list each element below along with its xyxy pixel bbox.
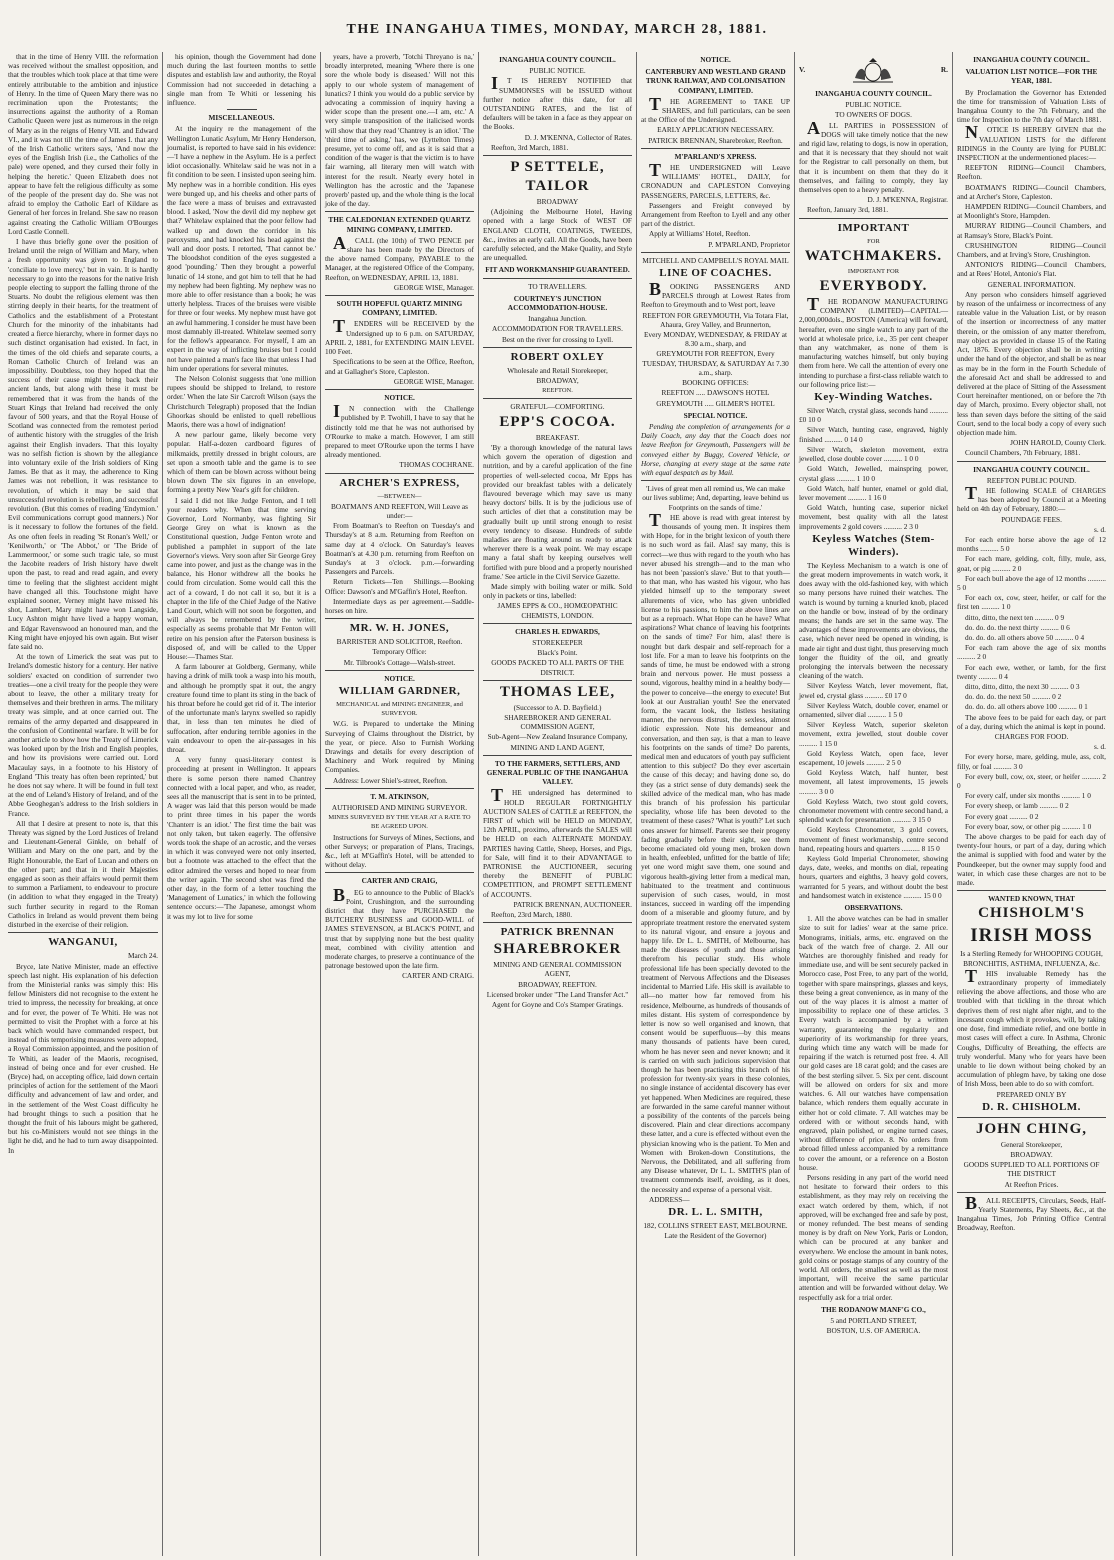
ad-name: CHISHOLM'S (978, 905, 1085, 922)
ad-body: Instructions for Surveys of Mines, Sections, and other Surveys; or preparation of Plans, Tracings, &c., left at M'Gaffin's Hotel, will be attended to without delay. (325, 832, 474, 870)
ad-subheading: IMPORTANT FOR (847, 267, 900, 275)
divider (483, 398, 632, 399)
ad-name: WILLIAM GARDNER, (338, 684, 461, 697)
ad-body: The above charges to be paid for each day of twenty-four hours, or part of a day, during which the animal is supplied with food and water by the Poundkeeper, but the owner may supply food and water, in which case these charges are not to be made. (957, 832, 1106, 888)
ad-signature: THOMAS COCHRANE. (399, 460, 474, 470)
ad-heading: INANGAHUA COUNTY COUNCIL. (973, 55, 1090, 64)
ad-signature: D. J. M'KENNA, Collector of Rates. (524, 132, 632, 142)
ad-body: THE undersigned has determined to HOLD REGULAR FORTNIGHTLY AUCTION SALES of CATTLE at REEFTON, the FIRST of which will be HELD on MONDAY, 12th APRIL, proximo, afterwards the SALES will be HELD on each ALTERNATE MONDAY. PARTIES having Cattle, Sheep, Horses, and Pigs, for Sale, will find it to their ADVANTAGE to PATRONISE the AUCTIONEER, securing thereby the BENEFIT of PUBLIC COMPETITION, and PROMPT SETTLEMENT of ACCOUNTS. (483, 785, 632, 899)
divider (325, 670, 474, 671)
ad-body: ACALL (the 10th) of TWO PENCE per share has been made by the Directors of the above named Company, PAYABLE to the Manager, at the registered Office of the Company, Reefton, on WEDNESDAY, APRIL 13, 1881. (325, 232, 474, 282)
ad-heading: M'PARLAND'S XPRESS. (674, 151, 757, 161)
divider (483, 922, 632, 923)
price-item: Gold Keyless Watch, half hunter, best movement, all latest improvements, 15 jewels .......... 3 0 0 (799, 768, 948, 796)
ad-body: REEFTON ..... DAWSON'S HOTEL (661, 388, 770, 398)
ad-subheading: STOREKEEPER (532, 637, 583, 647)
ad-body: Address: Lower Shiel's-street, Reefton. (333, 775, 448, 785)
ad-heading: WANTED KNOWN, THAT (988, 894, 1075, 904)
ad-heading: CANTERBURY AND WESTLAND GRAND TRUNK RAILWAY, AND COLONISATION COMPANY, LIMITED. (645, 67, 786, 95)
ad-name: ROBERT OXLEY (510, 350, 605, 363)
ad-body: Is a Sterling Remedy for WHOOPING COUGH, BRONCHITIS, ASTHMA, INFLUENZA, &c. (960, 949, 1103, 968)
riding-item: HAMPDEN RIDING—Council Chambers, and at Moonlight's Store, Hampden. (957, 202, 1106, 221)
riding-item: MURRAY RIDING—Council Chambers, and at Ramsay's Store, Black's Point. (957, 221, 1106, 240)
ad-street: BROADWAY (536, 197, 579, 207)
ad-name: THOMAS LEE, (499, 683, 616, 700)
column-3 (320, 52, 478, 1556)
article-paragraph: All that I desire at present to note is, that this Threaty was signed by the Lord Justices of Ireland and Lieutenant-General Ginkle, on behalf of William and Mary on the one part, and by the Right Honourable, the Earl of Lucan and others on the other part; and that in it their Majesties engaged as soon as their affairs would permit them to summon a Parliament, to endeavour to procure (in addition to what they engaged in the Treaty) such further security in regard to the Roman Catholics in Ireland as would prevent them being disturbed in the exercise of their religion. (8, 818, 158, 930)
fee-item: ditto, ditto, ditto, the next 30 .......... 0 3 (965, 682, 1080, 691)
ad-heading: SPECIAL NOTICE. (683, 410, 748, 420)
ad-body: ALL PARTIES in POSSESSION of DOGS will take timely notice that the new and rigid law, relating to dogs, is now in operation, and that it is necessary that they should not wait for the Registrar to call personally on them, but that it is incumbent on them that they do it themselves, and failing to comply, they lay themselves open to a heavy penalty. (799, 117, 948, 195)
ad-signature: D. R. CHISHOLM. (982, 1100, 1081, 1113)
divider (483, 155, 632, 156)
fee-item: do. do. do. all others above 50 .......... 0 4 (965, 632, 1085, 642)
article-paragraph: At the inquiry re the management of the Wellington Lunatic Asylum, Mr Henry Henderson, journalist, is reported to have said in his evidence:—'I have a nephew in the Asylum. He is a perfect idiot occasionally. Whitelaw said he was not in a fit condition to be seen. I insisted upon seeing him. My nephew was in a horrible condition. His eyes were bunged up, and his cheeks and other parts of the face were a mass of bruises and extravasted blood. I asked, 'Now the devil did my nephew get that?' Whitelaw explained that the poor fellow had walked up and down the corridor in his paroxysms, and had knocked his head against the wall and door posts. I retorted, 'That cannot be.' The bloodshot condition of the eyes suggested a good 'pounding.' Then they brought a powerful lunatic of 14 stone, and got him to tell that he had my nephew had been fighting. My nephew was no more able to offer resistance than a book; he was utterly helpless. Traces of the bruises were visible for three or four weeks. My nephew must have got an awful hammering. I consider he must have been most damnably ill-treated. Whitelaw seemed sorry for the fellow's appearance. For myself, I am an expert in the way of inflicting bruises but I could not have painted a man's face like that unless I had him under operations for several minutes. (167, 124, 316, 373)
ad-signature: PATRICK BRENNAN, Sharebroker, Reefton. (648, 135, 783, 145)
ad-body: Made simply with boiling water or milk. Sold only in packets or tins, labelled: (483, 581, 632, 601)
ad-name: CHARLES H. EDWARDS, (515, 626, 600, 636)
ad-address: 5 and PORTLAND STREET, (830, 1315, 917, 1325)
ad-body: Pending the completion of arrangements for a Daily Coach, any day that the Coach does not leave Reefton for Greymouth, Passengers will be conveyed either by Buggy, Covered Vehicle, or Horse, changing at every stage at the same rate with equal despatch as by Mail. (641, 421, 790, 477)
article-paragraph: A farm labourer at Goldberg, Germany, while having a drink of milk took a wasp into his mouth, and although he promptly spat it out, the angry creature found time to plant its sting in the back of his throat before he could get rid of it. The interior of the unfortunate man's larynx swelled so rapidly that, in less than ten minutes he died of suffocation, after enduring terrible agonies in the vain endeavour to open the air-passages in his throat. (167, 662, 316, 755)
ad-subheading: (Successor to A. D. Bayfield.) (513, 702, 602, 712)
article-paragraph: that in the time of Henry VIII. the reformation was received without the smallest opposition, and that the troubles which took place at that time were entirely attributable to the ambition and injustice of Henry. In the time of Queen Mary there was no recrimination upon the Protestants; the insurrections against the authority of a Roman Catholic Queen were just as numerous in the reign of Mary as in the reigns of Henry VII. and Edward VI., and it was not till the time of James I. that any of the Irish Catholic writers says, 'And now the eyes of the English Irish (i.e., the Catholics of the pale) were opened, and they cursed their folly in helping the heretic.' Queen Elizabeth does not appear to have felt the religious difficulty as some of the people of the present day do. She was not afraid to employ the Catholic Earl of Kildare as General of her forces in Ireland. She saw no reason against creating the Catholic William O'Bourges Lord Castle Connell. (8, 52, 158, 236)
ad-date: Reefton, January 3rd, 1881. (807, 205, 889, 215)
price-item: Gold Keyless Chronometer, 3 gold covers, movement of finest workmanship, centre second hand, repeating hours and quarters .......... 8 15 0 (799, 825, 948, 853)
column-2 (162, 52, 320, 1556)
ad-body: W.G. is Prepared to undertake the Mining Surveying of Claims throughout the District, by the year, or piece. Also to Furnish Working Drawings and details for every description of Machinery and Work required by Mining Companies. (325, 719, 474, 775)
ad-signature: PATRICK BRENNAN, AUCTIONEER. (513, 899, 632, 909)
article-paragraph: I said I did not like Judge Fenton, and I tell your readers why. When that time serving Governor, Lord Normanby, was fighting Sir George Grey on what is known as the Constitutional question, Judge Fenton wrote and published a pamphlet in support of the late Governor's views. Very soon after Sir George Grey came into power, and just as the change was in the balance, his Honor withdrew all the books he could from circulation. Some would call this the act of a coward, I do not call it so, but it is a chapter in the life of the Chief Judge of the Native Land Court, which will not soon be forgotten, and will always be remembered by the writer, especially as seems probable that Mr Fenton will retire on his pension after the Paterson business is disposed of, and will be called to the Upper House:—Thames Star. (167, 495, 316, 661)
ad-body: 1. All the above watches can be had in smaller size to suit for ladies' wear at the same price. Monograms, initials, arms, etc. engraved on the back of the watch free of charge. 2. All our Watches are thoroughly finished and ready for immediate use, and will be sent securely packed in Morocco case, Post Free, to any part of the world, together with spare mainsprings, glasses and keys, these being a great convenience, as in many of the out of the way places it is almost a matter of impossibility to replace one of these articles. 3 Every watch is accompanied by a written warranty, guaranteeing the regularity and superiority of its workmanship for three years, during which time any watch will be made for repairing if the watch is returned post free. 4. All our gold cases are 18 carat gold; and the cases are of the best sterling silver. 5. Six per cent. discount will be allowed on orders for six and more watches. 6. All our watches have compensation balance, which renders them equally accurate in either hot or cold climate. 7. All watches may be ordered with or without seconds hand, with engraved, plain polished, or engine turned cases, without difference of price. 8. No orders from abroad filled unless accompanied by a remittance to cover the amount, or a reference on a Boston house. (799, 914, 948, 1172)
divider (957, 1192, 1106, 1193)
ad-subheading: POUNDAGE FEES. (1001, 514, 1062, 524)
ad-name: IRISH MOSS (970, 925, 1093, 947)
divider (957, 1117, 1106, 1118)
fee-item: For each entire horse above the age of 12 months .......... 5 0 (957, 534, 1106, 554)
ad-subheading: PUBLIC NOTICE. (845, 100, 902, 110)
article-paragraph: At the town of Limerick the seat was put to Ireland's domestic history for a century. Her native soldiers' exacted on condition of surrender two treaties—one a civil treaty for the people they were about to leave, the other a military treaty for themselves and their brethren in arms. The military treaty was simple, and at once carried out. The remains of the army departed and disappeared in the confusion of Continental warfare. It will be for another article to show how the Treaty of Limerick was looked upon by the Irish and English peoples, and how its provisions were carried out. Lord Macaulay says, in a footnote to his History of England 'This treaty has often been reprinted,' but he does not say where. It will be found in full text at the end of Leland's History of Ireland, and of the Abbe Geoghegan's address to the Irish soldiers in France. (8, 652, 158, 818)
ad-body: THE RODANOW MANUFACTURING COMPANY (LIMITED)—CAPITAL—2,000,000dols., BOSTON (America) will forward, hereafter, even one single watch to any part of the world at wholesale price, i.e., 35 per cent cheaper than any watchmaker, as none of them is manufacturing watches himself, but only buying them from here. We call the attention of every one intending to purchase a first-class reliable watch to our following price list:— (799, 294, 948, 389)
ad-subheading: REEFTON PUBLIC POUND. (986, 475, 1077, 485)
ad-body: Any person who considers himself aggrieved by reason of the unfairness or incorrectness of any rateable value in the Valuation List, or by reason of the insertion or incorrectness of any matter therein, or the omission of any matter therefrom, may object as provided in clause 15 of the Rating Act, 1876. Every objection shall be in writing under the hand of the objector, and shall be as near as may be in the form in the Fourth Schedule of the aforesaid Act and shall be addressed to and delivered at the place of Sitting of the Assessment Court hereinafter mentioned, on or before the 7th day of March, proximo. Every objector shall, not less than seven days before the sitting of the said Court, send to the local body a copy of every such objection made him. (957, 289, 1106, 437)
price-item: Silver Watch, skeleton movement, extra jewelled, close double cover .......... 1 0 0 (799, 444, 948, 464)
riding-item: CRUSHINGTON RIDING—Council Chambers, and at Irving's Store, Crushington. (957, 240, 1106, 260)
fee-item: For each mare, gelding, colt, filly, mule, ass, goat, or pig .......... 2 0 (957, 554, 1106, 573)
ad-signature: Late the Resident of the Governor) (664, 1231, 767, 1241)
divider (483, 347, 632, 348)
fee-item: For every sheep, or lamb .......... 0 2 (965, 801, 1069, 811)
ad-heading: MR. W. H. JONES, (349, 622, 450, 635)
ad-body: At Reefton Prices. (1004, 1179, 1059, 1189)
ad-body: Every MONDAY, WEDNESDAY, & FRIDAY at 8.30 a.m., sharp, and (643, 330, 788, 349)
ad-subheading: PREPARED ONLY BY (996, 1089, 1067, 1099)
ad-body: BALL RECEIPTS, Circulars, Seeds, Half-Yearly Statements, Pay Sheets, &c., at the Inangahua Times, Job Printing Office Central Broadway, Reefton. (957, 1192, 1106, 1233)
ad-street: BROADWAY. (1010, 1149, 1053, 1159)
ad-heading: NOTICE. (384, 673, 415, 683)
ad-body: MINES SURVEYED BY THE YEAR AT A RATE TO BE AGREED UPON. (328, 814, 471, 831)
ad-date: Reefton, 3rd March, 1881. (491, 142, 569, 152)
ad-name: DR. L. L. SMITH, (668, 1205, 763, 1218)
ad-subheading: TO TRAVELLERS. (528, 281, 587, 291)
column-1 (4, 52, 162, 1556)
ad-heading: ARCHER'S EXPRESS, (339, 476, 460, 489)
price-item: Silver Keyless Watch, superior skeleton movement, extra jewelled, stout double cover .......... 1 15 0 (799, 720, 948, 748)
royal-crest-row (799, 52, 948, 86)
ad-body: EARLY APPLICATION NECESSARY. (657, 125, 774, 135)
fee-item: do. do. do. all others above 100 .......... 0 1 (965, 702, 1088, 712)
ad-heading: Key-Winding Watches. (814, 391, 933, 404)
ad-street: BROADWAY, (536, 376, 579, 386)
ad-signature: JAMES EPPS & CO., HOMŒOPATHIC CHEMISTS, LONDON. (497, 601, 618, 620)
fee-column-header: s. d. (1094, 742, 1106, 752)
ad-body: Specifications to be seen at the Office, Reefton, and at Gallagher's Store, Capleston. (325, 357, 474, 376)
divider (483, 680, 632, 681)
ad-subheading: General Storekeeper, (1000, 1139, 1063, 1149)
ad-name: P SETTELE, (510, 159, 605, 176)
ad-subheading: SHAREBROKER (493, 941, 622, 958)
ad-body: THIS invaluable Remedy has the extraordinary property of immediately relieving the above affections, and those who are troubled with that tickling in the throat which deprives them of rest night after night, and to the incessant cough which it provokes, will, by taking one dose, find immediate relief, and one bottle in most cases will effect a cure. In Asthma, Chronic Coughs, Difficulty of Breathing, the effects are truly wonderful. Many who for years have been unable to lie down without being choked by an accumulation of phlegm have, by taking one dose of Irish Moss, been able to do so with comfort. (957, 965, 1106, 1089)
ad-body: Persons residing in any part of the world need not hesitate to forward their orders to this establishment, as they may rely on receiving the exact watch ordered by them, which, if not approved, will be exchanged free and safe by post, or money refunded. The best means of sending money is by draft on New York, Paris or London, which can be procured at any banker and everywhere. We enclose the amount in bank notes, gold coins or postage stamps of any country of the world. All orders, the smallest as well as the most important, will receive the same particular attention and will be forwarded without delay. We respectfully ask for a trial order. (799, 1172, 948, 1302)
column-4 (478, 52, 636, 1556)
ad-body: BOOKING PASSENGERS AND PARCELS through at Lowest Rates from Reefton to Greymouth and to West port, leave (641, 279, 790, 310)
fee-item: For every goat .......... 0 2 (965, 811, 1039, 821)
article-paragraph: his opinion, though the Government had done much during the last fourteen months to settle disputes and establish law and authority, the Royal Commission had not succeeded in detaching a single man from Te Whiti or lessening his influence. (167, 52, 316, 108)
ad-body: GREYMOUTH FOR REEFTON, Every TUESDAY, THURSDAY, & SATURDAY At 7.30 a.m., sharp. (642, 349, 789, 377)
divider (483, 623, 632, 624)
fee-item: do. do. do. the next thirty .......... 0 6 (965, 622, 1070, 632)
ad-subheading: —BETWEEN— (377, 492, 422, 500)
divider (799, 218, 948, 219)
ad-date: Council Chambers, 7th February, 1881. (965, 448, 1081, 458)
divider (8, 932, 158, 933)
ad-body: (Adjoining the Melbourne Hotel, Having opened with a large Stock of WEST OF ENGLAND CLOTH, COATINGS, TWEEDS, &c., invites an early call. All the Goods, have been carefully selected, and the Make Quality, and Style are unequalled. (483, 207, 632, 263)
article-paragraph: years, have a proverb, 'Totchi Threyano is na,' broadly interpreted, meaning 'Where there is one sore the whole body is diseased.' Will not this apply to our whole system of management of lunatics? I think you would do a public service by advocating a commission of inquiry having a wider scope than the present one.—I am, etc.' A very simple transposition of the italicised words will show that they read 'Chantrey is an idiot.' The 'third time of asking,' has, we (Lyttelton Times) presume, yet to come off, and as it is said that a condition of the wager is that the victim is to have fair warning, all literary men will watch with interest for the result. Nearly every hotel in Wellington has the acrostic and the 'Japanese proverb' pasted up, and the whole thing is the local joke of the day. (325, 52, 474, 209)
fee-item: For every horse, mare, gelding, mule, ass, colt, filly, or foal .......... 3 0 (957, 752, 1106, 771)
divider (641, 252, 790, 253)
divider (641, 480, 790, 481)
riding-item: BOATMAN'S RIDING—Council Chambers, and at Archer's Store, Capleston. (957, 182, 1106, 201)
ad-body: ADDRESS— (649, 1194, 690, 1204)
divider (325, 872, 474, 873)
ad-body: BARRISTER AND SOLICITOR, Reefton. (336, 637, 463, 647)
ad-body: Sub-Agent—New Zealand Insurance Company, (487, 732, 628, 742)
ad-body: THE UNDERSIGNED will Leave WILLIAMS' HOTEL, DAILY, for CRONADUN and CAPLESTON Conveying PASSENGERS, PARCELS, LETTERS, &c. (641, 160, 790, 200)
price-item: Gold Watch, Jewelled, mainspring power, crystal glass .......... 1 10 0 (799, 464, 948, 483)
article-paragraph: Bryce, late Native Minister, made an effective speech last night. His explanation of his defection from the Ministerial ranks was simply this: His fellow Ministers did not recognise to the extent he tried to impress, the necessity for breaking, at once and for ever, the power of Te Whiti. He was not permitted to visit the Prophet with a force at his back which would have commanded respect, but instead of this temporising measures were adopted, a Royal Commission appointed, and the position of Te Whiti, as leader of the Maoris, recognised, instead of being once and for ever crushed. He (Bryce) had, on accepting office, laid down certain principles of action for the settlement of the Maori difficulty and advancement of law and order, and in the settlement of the West Coast difficulty he had brought things to such a position that he thought the fruit of his labours might be gathered, but his co-Ministers would not see things in the light he did, and he had to turn away disappointed. In (8, 961, 158, 1155)
ad-subheading: MECHANICAL and MINING ENGINEER, and SURVEYOR. (336, 700, 463, 718)
ad-body: GOODS PACKED TO ALL PARTS OF THE DISTRICT. (491, 658, 624, 677)
ad-body: BEG to announce to the Public of Black's Point, Crushington, and the surrounding district that they have PURCHASED the BUTCHERY BUSINESS and GOOD-WILL of JAMES STEVENSON, at BLACK'S POINT, and trust that by supplying none but the best quality meat, combined with civility attention and moderate charges, to preserve a continuance of the patronage bestowed upon the late firm. (325, 884, 474, 971)
fee-item: For each bull above the age of 12 months .......... 5 0 (957, 573, 1106, 592)
divider (957, 890, 1106, 891)
ad-subheading: BREAKFAST. (535, 432, 580, 442)
ad-heading: T. M. ATKINSON, (370, 791, 429, 801)
column-5 (636, 52, 794, 1556)
fee-item: ditto, ditto, the next ten .......... 0 9 (965, 612, 1065, 622)
ad-signature: P. M'PARLAND, Proprietor (708, 239, 790, 249)
ad-subheading: GENERAL INFORMATION. (987, 279, 1076, 289)
price-item: Gold Keyless Watch, open face, lever escapement, 10 jewels .......... 2 5 0 (799, 748, 948, 767)
price-item: Gold Watch, hunting case, superior nickel movement, best quality with all the latest improvements 2 gold covers .......... 2 3 0 (799, 503, 948, 531)
ad-heading: TO THE FARMERS, SETTLERS, AND GENERAL PUBLIC OF THE INANGAHUA VALLEY. (486, 758, 629, 787)
ad-subheading: GRATEFUL—COMFORTING. (510, 402, 605, 412)
ad-body: BOOKING OFFICES: (682, 378, 749, 388)
ad-poem: 'Lives of great men all remind us, We can make our lives sublime; And, departing, leave behind us Footprints on the sands of time.' (642, 484, 789, 512)
price-item: Silver Watch, hunting case, engraved, highly finished .......... 0 14 0 (799, 425, 948, 444)
ad-subheading: PUBLIC NOTICE. (529, 66, 586, 76)
fee-item: For every calf, under six months .......... 1 0 (965, 791, 1091, 801)
ad-heading: OBSERVATIONS. (844, 903, 903, 913)
ad-body: By Proclamation the Governor has Extended the time for transmission of Valuation Lists of Inangahua County to the 7th February, and the time for Inspection to the 7th day of March 1881. (957, 87, 1106, 125)
ad-subheading: FOR (867, 237, 880, 245)
ad-body: The above fees to be paid for each day, or part of a day, during which the animal is kept in pound. (957, 712, 1106, 731)
ad-street: BROADWAY, REEFTON. (518, 979, 597, 989)
divider (483, 755, 632, 756)
divider (325, 618, 474, 619)
ad-subheading: TAILOR (525, 178, 590, 195)
ad-name: JOHN CHING, (975, 1120, 1087, 1137)
ad-name: PATRICK BRENNAN (500, 926, 615, 939)
ad-signature: CARTER AND CRAIG. (402, 971, 474, 981)
ad-body: IT IS HEREBY NOTIFIED that SUMMONSES will be ISSUED without further notice after this date, for all OUTSTANDING RATES, and the list of defaulters will be taken in a face as they appear on the Books. (483, 73, 632, 132)
ad-heading: COURTNEY'S JUNCTION ACCOMMODATION-HOUSE. (507, 293, 608, 313)
divider (325, 211, 474, 212)
ad-body: Best on the river for crossing to Lyell. (501, 334, 614, 344)
ad-body: Inangahua Junction. (528, 314, 587, 324)
column-6 (794, 52, 952, 1556)
ad-signature: D. J. M'KENNA, Registrar. (867, 195, 948, 205)
ad-body: The Keyless Mechanism to a watch is one of the great modern improvements in watch work, it does away with the old-fashioned key, with which so many persons have ruined their watches. The watch is wound by turning a knurled knob, placed on the handle or bow, instead of by the ordinary means; the hands are set in the same way. The advantages of these improvements are obvious, the case, which never need be opened in winding, is made air tight and dust tight, thus preserving much longer the fluidity of the oil, and greatly prolonging the intervals between the necessary cleaning of the watch. (799, 560, 948, 681)
column-7 (952, 52, 1110, 1556)
ad-body: MINING AND LAND AGENT, (510, 742, 605, 752)
divider (325, 788, 474, 789)
divider (325, 473, 474, 474)
article-paragraph: A very funny quasi-literary contest is proceeding at present in Wellington. It appears there is some person there named Chantrey connected with a local paper, and who, as reader, sees all the manuscript that is sent in to be printed, A wager was laid that this person would be made to print three times in his paper the words 'Chanterr is an idiot.' The first time the bait was not only taken, but taken eagerly. The offensive words took the shape of an acrostic, and the verses in which it was conveyed were not only inserted, but a footnote was attached to the effect that the editor admired the verses and hoped to near from the writer again. The second shot was fired the other day, in the form of a letter touching the 'Management of Lunatics,' in which the following sentence occurs:—'The Japanese, amongst whom it was my lot to live for some (167, 755, 316, 921)
price-item: Silver Keyless Watch, lever movement, flat, jewel ed, crystal glass .......... £0 17 0 (799, 681, 948, 700)
ad-subheading: TO OWNERS OF DOGS. (835, 110, 912, 120)
price-item: Silver Watch, crystal glass, seconds hand .......... £0 10 0 (799, 406, 948, 425)
ad-signature: JOHN HAROLD, County Clerk. (1010, 438, 1106, 448)
columns (4, 52, 1110, 1556)
crest-initial-r: R. (940, 64, 948, 74)
ad-subheading: CHARGES FOR FOOD. (994, 732, 1069, 742)
ad-heading: INANGAHUA COUNTY COUNCIL. (499, 55, 616, 64)
ad-body: NOTICE IS HEREBY GIVEN that the VALUATION LISTS for the different RIDINGS in the County are lying for PUBLIC INSPECTION at the undermentioned places:— (957, 122, 1106, 163)
divider (641, 148, 790, 149)
price-item: Keyless Gold Imperial Chronometer, showing days, date, weeks, and months on dial, repeating hours, quarters and eighths, 3 heavy gold covers, warranted for 5 years, and without doubt the best and handsomest watch in existence .......... 15 0 0 (799, 854, 948, 900)
riding-item: REEFTON RIDING—Council Chambers, Reefton. (957, 163, 1106, 182)
ad-tagline: FIT AND WORKMANSHIP GUARANTEED. (485, 265, 630, 275)
fee-item: For each ewe, wether, or lamb, for the first twenty .......... 0 4 (957, 662, 1106, 681)
ad-signature: GEORGE WISE, Manager. (393, 376, 474, 386)
ad-heading: SOUTH HOPEFUL QUARTZ MINING COMPANY, LIMITED. (336, 299, 463, 318)
ad-heading: INANGAHUA COUNTY COUNCIL. (973, 464, 1090, 474)
fee-item: For each ox, cow, steer, heifer, or calf for the first ten .......... 1 0 (957, 593, 1106, 612)
ad-date: Reefton, 23rd March, 1880. (491, 910, 573, 920)
ad-body: IN connection with the Challenge published by P. Twohill, I have to say that he distinctly told me that he was not authorised by O'Rourke to make a match. However, I am still prepared to meet O'Rourke upon the terms I have already mentioned. (325, 401, 474, 460)
ad-signature: THE RODANOW MANF'G CO., (821, 1304, 926, 1314)
price-item: Gold Keyless Watch, two stout gold covers, chronometer movement with centre second hand, a splendid watch for presentation .......... 3 15 0 (799, 796, 948, 825)
fee-column-header: s. d. (1094, 524, 1106, 534)
ad-body: ACCOMMODATION FOR TRAVELLERS. (492, 324, 623, 334)
ad-body: REEFTON FOR GREYMOUTH, Via Totara Flat, Ahaura, Grey Valley, and Brunnerton, (642, 310, 789, 329)
ad-body: Intermediate days as per agreement.—Saddle-horses on hire. (325, 596, 474, 615)
ad-body: GOODS SUPPLIED TO ALL PORTIONS OF THE DISTRICT (963, 1160, 1100, 1179)
ad-body: Agent for Goyne and Co's Stamper Gratings. (491, 1000, 624, 1010)
ad-body: Passengers and Freight conveyed by Arrangement from Reefton to Lyell and any other part of the district. (641, 200, 790, 229)
dateline: March 24. (128, 951, 158, 961)
article-paragraph: A new parlour game, likely become very popular. Half-a-dozen cardboard figures of milkmaids, prettily dressed in bright colours, are set upon a smooth table and the game is to see which of them can be blown across without being blown down The six figures in an envelope, forming a pretty New Year's gift for children. (167, 430, 316, 495)
price-item: Silver Keyless Watch, double cover, enamel or ornamented, silver dial .......... 1 5 0 (799, 700, 948, 719)
ad-address: BOSTON, U.S. OF AMERICA. (826, 1326, 921, 1336)
riding-item: ANTONIO'S RIDING—Council Chambers, and at Rees' Hotel, Antonio's Flat. (957, 260, 1106, 279)
ad-heading: INANGAHUA COUNTY COUNCIL. (815, 89, 932, 98)
divider (325, 389, 474, 390)
ad-body: THE above is read with great interest by thousands of young men. It inspires them with Hope, for in the bright lexicon of youth there is no such word as fail. Alas! say many, this is correct—we thus with regard to the youth who has never abused his strength—and to the man who has not been 'passion's slave.' But to that youth—to that man, who has wasted his vigour, who has yielded himself up to the temporary sweet allurements of vice, who has given unbridled license to his passions, to him the above lines are but as a reproach. What Hope can he have? What aspirations? What chance of leaving his footprints on the sands of time? For him, alas! there is nought but dark despair and self-reproach for a lost life. For a man to leave his footprints on the sands of time, he must be endowed with a strong brain and nervous power. He must possess a sound, vigorous, healthy mind in a healthy body—the power to conceive—the energy to execute! But look at our Australian youth! See the enervated form, the vacant look, the listless hesitating manner, the nervous distrust, the sexless, almost idiotic expression. Note his demeanour and conversation, and then say, is that a man to leave his footprints on the sands of time? Do parents, medical men and educators of youth pay sufficient attention to this subject? Do they ever ascertain the cause of this decay; and having done so, do they (as a strict sense of duty demands) seek the skilled advice of the medical man, who has made this branch of his profession his particular speciality, whose life has been devoted to the treatment of these cases? 'What is youth?' Let such ones answer for himself. Parents see their progeny fading gradually before their sight, see them become emaciated old young men, broken down in health, enfeebled, unfitted for the battle of life; yet one word might save them, one sound and vigorous health-giving letter from a medical man, habituated to the treatment and continuous supervision of such cases, would, in most instances, succeed in warding off the impending doom of a miserable and gloomy future, and by appropriate treatment restore the enervated system to its natural vigour, and ensure a joyous and happy life. Dr L. L. SMITH, of Melbourne, has made the diseases of youth and those arising therefrom his peculiar study. His whole professional life has been specially devoted to the treatment of Nervous Affections and the Diseases incidental to Married Life. His skill is available to all—no matter how far removed from his residence, Melbourne, as hundreds of thousands of miles distant. His system of correspondence by letter is now so well organised and known, that consent would be superfluous—by this means many thousands of patients have been cured, whom he has never seen and never known; and it is carried on with such judicious supervision that though he has been practising this branch of his profession for twenty-six years in these colonies, no single instance of accidental discovery has ever yet happened. When Medicines are required, these are forwarded in the same careful manner without a possibility of the contents of the parcels being discovered. Plain and clear directions accompany these latter, and a cure is effected without even the physician knowing who is the patient. To Men and Women with Broken-down Constitutions, the Nervous, the Debilitated, and all suffering from any Disease whatever, Dr L. L. SMITH'S plan of treatment commends itself, avoiding, as it does, the necessity and expense of a personal visit. (641, 509, 790, 1194)
ad-body: Mr. Tilbrook's Cottage—Walsh-street. (343, 657, 456, 667)
ad-heading: Keyless Watches (Stem-Winders). (812, 532, 935, 558)
ad-signature: GEORGE WISE, Manager. (393, 282, 474, 292)
ad-body: SHAREBROKER AND GENERAL COMMISSION AGENT, (504, 712, 611, 732)
divider (957, 461, 1106, 462)
ad-heading: NOTICE. (700, 55, 731, 64)
ad-name: EPP'S COCOA. (499, 413, 616, 430)
royal-crest-icon (851, 56, 895, 84)
ad-body: 'By a thorough knowledge of the natural laws which govern the operation of digestion and nutrition, and by a careful application of the fine properties of well-selected cocoa, Mr Epps has provided our breakfast tables with a delicately flavoured beverage which may save us many heavy doctors' bills. It is by the judicious use of such articles of diet that a constitution may be gradually built up until strong enough to resist every tendency to disease. Hundreds of subtle maladies are floating around us ready to attack wherever there is a weak point. We may escape many a fatal shaft by keeping ourselves well fortified with pure blood and a properly nourished frame.' See article in the Civil Service Gazette. (483, 442, 632, 581)
ad-subheading: MITCHELL AND CAMPBELL'S ROYAL MAIL (642, 255, 789, 265)
ad-body: Return Tickets—Ten Shillings.—Booking Office: Dawson's and M'Gaffin's Hotel, Reefton. (325, 577, 474, 596)
section-heading: MISCELLANEOUS. (208, 113, 275, 123)
ad-heading: IMPORTANT (837, 221, 910, 234)
ad-heading: NOTICE. (384, 392, 415, 402)
crest-initial-v: V. (799, 64, 806, 74)
ad-body: MINING AND GENERAL COMMISSION AGENT, (493, 960, 622, 979)
ad-heading: VALUATION LIST NOTICE—FOR THE YEAR, 1881. (965, 67, 1098, 86)
fee-item: For every boar, sow, or other pig .......... 1 0 (965, 821, 1092, 831)
article-paragraph: The Nelson Colonist suggests that 'one million rupees should be shipped to Ireland, to restore order.' When the late Sir Carcroft Wilson (says the Christchurch Telegraph) proposed that the Indian Ghoorkas should be enlisted to quell rebellious Maoris, there was a howl of indignation! (167, 373, 316, 429)
article-paragraph: I have thus briefly gone over the position of Ireland until the reign of William and Mary, when a fresh opportunity was given to England to 'conciliate to love mercy,' but in vain. It is hardly necessary to go into the reasons for the native Irish people electing to support the falling throne of the Stuarts. No doubt the religious element was then stirring deeply in their hearts, for the treatment of Catholics and the establishment of a Protestant Church for the minority of the inhabitants had created a fierce hierarchy, where in former days no such distinct organisation had existed. In fact, in the times of the old chiefs and separate courts, a Roman Catholic Church of Ireland was an impossibility. Doubtless, too they hoped that the success of their cause might bring back their ancient lands, but along with these it must be remembered that it was from the hands of the Stuart Kings that Ireland had received the only favour of 500 years, and that the Royal House of Scotland was connected from the remotest period of authentic history with the struggles of the Irish against their English invaders. That this loyalty was no selfish fiction is shown by the allegiance into voluntary exile of the Irish soldiers of King James. Be that as it may, the adherence to King James was not rebellion, it was resistance to revolution, of which it may be said that unsuccessful revolution is rebellion, and successful revolution. (But this comes of reading 'Endymion.' Evil communications corrupt good manners.) Nor is it necessary to follow the fortunes of the field. As one often feels in reading 'St Ronan's Well,' or 'Kenilworth,' or 'The Abbot,' or 'The Bride of Lammermoor,' or some such tragic tale, so must the Jacobite readers of Irish history have dwelt upon the past, to read and read again, and every time to feeling that the slightest accident might have changed all this. Touchstone might have explained sooner, Verney might have missed his shot, Lambert, Mary might have won Langside, Lucy Ashton might have lived a happy woman, and Edgar Ravenswood an honoured man, and the King might have enjoyed his own again. But wiser fate said no. (8, 237, 158, 651)
fee-item: For every bull, cow, ox, steer, or heifer .......... 2 0 (957, 771, 1106, 791)
fee-item: do. do. do. the next 50 .......... 0 2 (965, 692, 1062, 702)
price-item: Gold Watch, half hunter, enamel or gold dial, lever movement .......... 1 16 0 (799, 483, 948, 502)
ad-body: AUTHORISED AND MINING SURVEYOR. (331, 803, 468, 813)
ad-body: TENDERS will be RECEIVED by the Undersigned up to 6 p.m. on SATURDAY, APRIL 2, 1881, for EXTENDING MAIN LEVEL 100 Feet. (325, 316, 474, 357)
ad-body: Apply at Williams' Hotel, Reefton. (649, 229, 751, 239)
ad-body: From Boatman's to Reefton on Tuesday's and Thursday's at 8 a.m. Returning from Reefton on same day at 4 o'clock. On Saturday's leaves Boatman's at 4.30 p.m. returning from Reefton on Sunday's at 3 o'clock. p.m.—forwarding Passengers and Parcels. (325, 521, 474, 577)
ad-body: Licensed broker under "The Land Transfer Act." (486, 989, 629, 999)
ad-body: BOATMAN'S AND REEFTON, Will Leave as under:— (331, 501, 468, 520)
ad-subheading: Wholesale and Retail Storekeeper, (507, 365, 608, 375)
ad-body: THE AGREEMENT to TAKE UP SHARES, and full particulars, can be seen at the Office of the Undersigned. (641, 93, 790, 125)
fee-item: For each ram above the age of six months .......... 2 0 (957, 643, 1106, 662)
divider (227, 109, 257, 110)
ad-heading: CARTER AND CRAIG, (361, 876, 438, 886)
ad-body: GREYMOUTH ..... GILMER'S HOTEL (656, 398, 775, 408)
masthead (0, 0, 1114, 44)
ad-location: REEFTON. (542, 387, 573, 395)
ad-signature: 182, COLLINS STREET EAST, MELBOURNE. (643, 1220, 788, 1230)
ad-heading: THE CALEDONIAN EXTENDED QUARTZ MINING COMPANY, LIMITED. (328, 215, 471, 234)
ad-name: EVERYBODY. (819, 278, 928, 295)
divider (325, 295, 474, 296)
ad-body: Temporary Office: (372, 647, 427, 657)
divider (483, 278, 632, 279)
section-heading: WANGANUI, (48, 936, 118, 949)
ad-body: THE following SCALE of CHARGES has been adopted by Council at a Meeting held on 4th day of February, 1880:— (957, 482, 1106, 514)
ad-name: LINE OF COACHES. (659, 267, 772, 280)
ad-location: Black's Point. (537, 648, 578, 658)
ad-name: WATCHMAKERS. (804, 247, 943, 264)
page-title: THE INANGAHUA TIMES, MONDAY, MARCH 28, 1881. (346, 22, 768, 37)
